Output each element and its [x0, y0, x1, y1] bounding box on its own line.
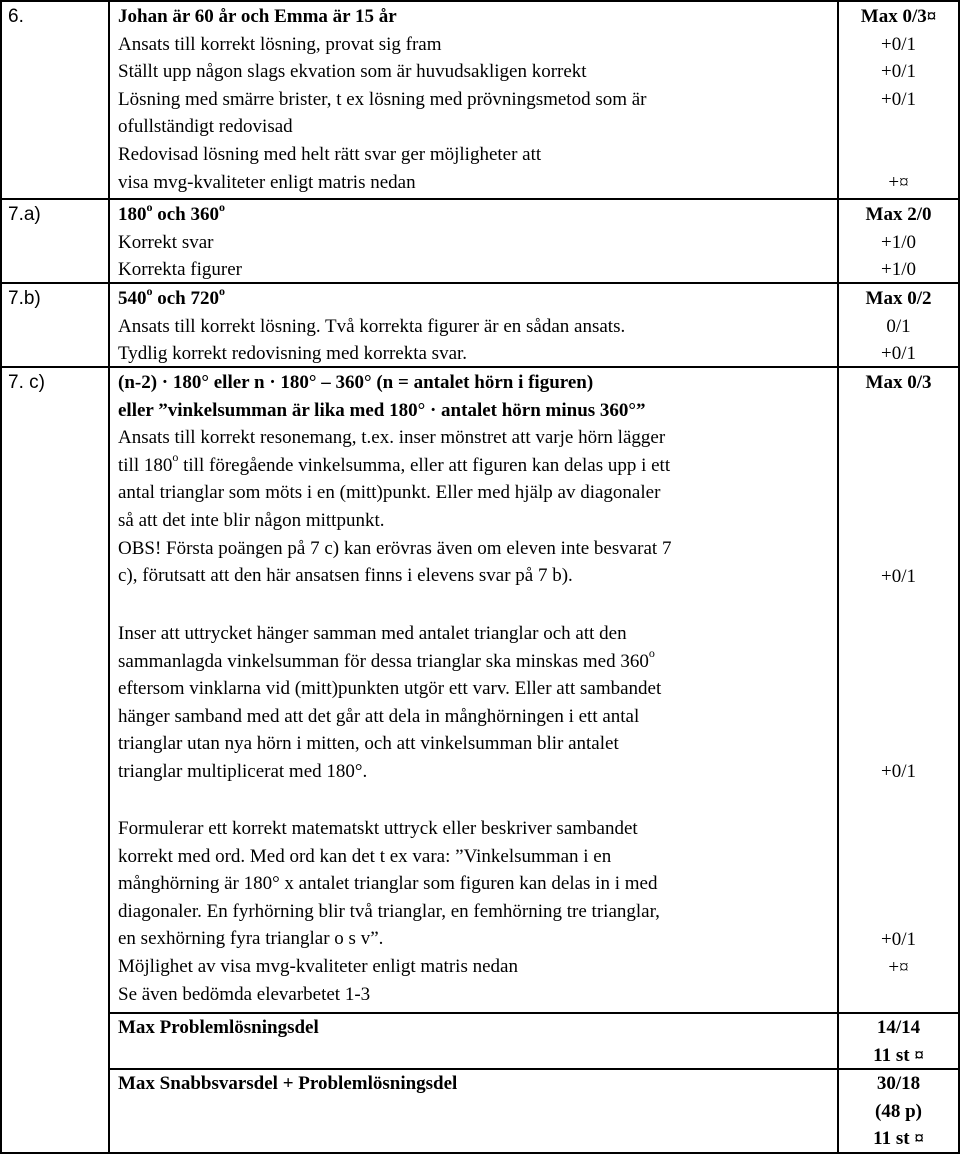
task-7b-criteria	[118, 285, 833, 368]
criterion-line: OBS! Första poängen på 7 c) kan erövras även om eleven inte besvarat 7	[118, 537, 672, 559]
score-line: +¤	[888, 957, 909, 978]
task-title: 180$^o$ och 360$^o$	[118, 199, 225, 225]
criterion-line: hänger samband med att det går att dela in månghörningen i ett antal	[118, 705, 640, 727]
score-line: +¤	[888, 171, 909, 193]
criterion-line: Redovisad lösning med helt rätt svar ger möjligheter att	[118, 143, 542, 165]
criterion-line: en sexhörning fyra trianglar o s v”.	[118, 928, 384, 950]
score-line: 14/14	[876, 1017, 921, 1038]
task-7c-criteria	[118, 369, 833, 590]
criterion-line: till 180$^o$ till föregående vinkelsumma, eller att figuren kan delas upp i ett	[118, 450, 671, 476]
task-title: Johan är 60 år och Emma är 15 år	[118, 6, 397, 27]
criterion-line: trianglar multiplicerat med 180°.	[118, 760, 368, 782]
score-line: +0/1	[881, 33, 916, 55]
criterion-line: antal trianglar som möts i en (mitt)punkt. Eller med hjälp av diagonaler	[118, 482, 661, 504]
table-border-top	[0, 0, 960, 2]
criterion-line: korrekt med ord. Med ord kan det t ex vara: ”Vinkelsumman i en	[118, 845, 612, 867]
max-score: Max 0/2	[865, 288, 932, 309]
score-line: +0/1	[881, 929, 916, 950]
task-7c-paragraph-3	[118, 815, 833, 1008]
criterion-line: trianglar utan nya hörn i mitten, och att vinkelsumman blir antalet	[118, 733, 619, 755]
criterion-line: sammanlagda vinkelsumman för dessa trianglar ska minskas med 360$^o$	[118, 646, 655, 672]
task-7a-criteria	[118, 201, 833, 284]
criterion-line: Möjlighet av visa mvg-kvaliteter enligt matris nedan	[118, 955, 518, 977]
criterion-line: så att det inte blir någon mittpunkt.	[118, 509, 385, 531]
criterion-line: Ställt upp någon slags ekvation som är huvudsakligen korrekt	[118, 61, 587, 83]
max-total-label: Max Snabbsvarsdel + Problemlösningsdel	[118, 1073, 458, 1094]
criterion-line: Ansats till korrekt resonemang, t.ex. inser mönstret att varje hörn lägger	[118, 427, 666, 449]
score-line: 11 st ¤	[873, 1044, 924, 1066]
score-line: +0/1	[881, 88, 916, 110]
criterion-line: Ansats till korrekt lösning, provat sig fram	[118, 33, 442, 55]
formula-line: (n-2) · 180° eller n · 180° – 360° (n = antalet hörn i figuren)	[118, 372, 594, 393]
task-title: 540$^o$ och 720$^o$	[118, 283, 225, 309]
task-number: 7.a)	[8, 204, 41, 225]
criterion-line: Tydlig korrekt redovisning med korrekta svar.	[118, 343, 468, 365]
score-line: +0/1	[881, 566, 916, 587]
score-line: +1/0	[881, 259, 916, 281]
criterion-line: c), förutsatt att den här ansatsen finns i elevens svar på 7 b).	[118, 565, 573, 587]
task-6-scores	[839, 3, 958, 196]
max-problem-label: Max Problemlösningsdel	[118, 1017, 319, 1038]
score-line: +0/1	[881, 61, 916, 83]
criterion-line: Korrekta figurer	[118, 259, 242, 281]
criterion-line: ofullständigt redovisad	[118, 116, 293, 138]
row-divider	[0, 198, 960, 200]
score-line	[839, 113, 958, 141]
max-score: Max 0/3¤	[860, 6, 937, 27]
criterion-line: visa mvg-kvaliteter enligt matris nedan	[118, 171, 416, 193]
score-line: 11 st ¤	[873, 1128, 924, 1150]
column-divider-1	[108, 0, 110, 1154]
criterion-line: Formulerar ett korrekt matematskt uttryck eller beskriver sambandet	[118, 818, 638, 839]
criterion-line: Lösning med smärre brister, t ex lösning med prövningsmetod som är	[118, 88, 647, 110]
score-line	[839, 141, 958, 169]
score-line: 0/1	[886, 315, 911, 337]
task-7a-scores	[839, 201, 958, 284]
criterion-line: eftersom vinklarna vid (mitt)punkten utgör ett varv. Eller att sambandet	[118, 678, 662, 700]
max-problem-scores	[839, 1014, 958, 1069]
table-border-left	[0, 0, 2, 1154]
task-number: 7. c)	[8, 372, 45, 393]
criterion-line: Ansats till korrekt lösning. Två korrekta figurer är en sådan ansats.	[118, 315, 626, 337]
score-line: (48 p)	[875, 1100, 922, 1122]
score-line: 30/18	[876, 1073, 921, 1094]
score-line: +0/1	[881, 343, 916, 365]
criterion-line: diagonaler. En fyrhörning blir två trianglar, en femhörning tre trianglar,	[118, 900, 660, 922]
score-line: +0/1	[881, 761, 916, 782]
task-number: 7.b)	[8, 288, 41, 309]
max-total-scores	[839, 1070, 958, 1153]
task-7b-scores	[839, 285, 958, 368]
criterion-line: månghörning är 180° x antalet trianglar som figuren kan delas in i med	[118, 873, 658, 895]
task-6-criteria	[118, 3, 833, 196]
criterion-line: Korrekt svar	[118, 231, 214, 253]
criterion-line: Se även bedömda elevarbetet 1-3	[118, 983, 371, 1005]
max-score: Max 2/0	[865, 204, 932, 225]
task-7c-paragraph-2	[118, 620, 833, 786]
formula-line: eller ”vinkelsumman är lika med 180° · antalet hörn minus 360°”	[118, 399, 646, 421]
criterion-line: Inser att uttrycket hänger samman med antalet trianglar och att den	[118, 623, 627, 644]
max-score: Max 0/3	[865, 372, 932, 393]
task-number: 6.	[8, 6, 24, 27]
score-line: +1/0	[881, 231, 916, 253]
